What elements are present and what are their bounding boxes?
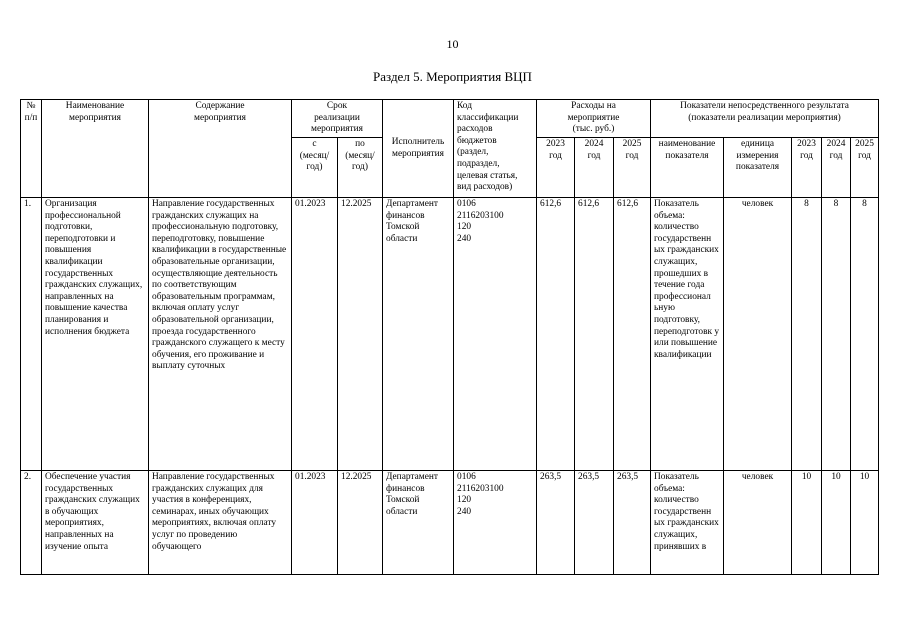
row-exp-2025: 612,6: [614, 198, 651, 471]
row-unit: человек: [724, 198, 792, 471]
table-row: [21, 471, 879, 575]
header-exp-2024: 2024 год: [575, 138, 614, 198]
row-from: 01.2023: [292, 198, 338, 471]
row-ind-2024-text: 10: [831, 472, 841, 482]
row-ind-2025-text: 10: [859, 472, 870, 482]
row-to-text: 12.2025: [341, 472, 372, 482]
header-row-1: [21, 100, 879, 138]
row-indicator: [651, 471, 724, 575]
row-exp-2023-text: 263,5: [540, 472, 562, 482]
row-unit: [724, 471, 792, 575]
header-executor: Исполнитель мероприятия: [383, 100, 454, 198]
row-ind-2024: 8: [822, 198, 851, 471]
row-num: [21, 471, 42, 575]
row-indicator-text: Показатель объема: количество государственн ых гражданских служащих, принявших в: [654, 472, 719, 552]
header-indicators: Показатели непосредственного результата (показатели реализации мероприятия): [651, 100, 879, 138]
header-exp-2023: 2023 год: [537, 138, 575, 198]
header-expenses: Расходы на мероприятие (тыс. руб.): [537, 100, 651, 138]
row-name: [42, 471, 149, 575]
header-ind-2025: 2025 год: [851, 138, 879, 198]
row-from: [292, 471, 338, 575]
header-name: Наименование мероприятия: [42, 100, 149, 198]
row-name: Организация профессиональной подготовки, переподготовки и повышения квалификации государственных гражданских служащих, направленных на повышение качества планирования и исполнения бюджета: [42, 198, 149, 471]
row-code: 0106 2116203100 120 240: [454, 198, 537, 471]
row-unit-text: человек: [741, 472, 774, 482]
header-budget-code: Код классификации расходов бюджетов (раздел, подраздел, целевая статья, вид расходов): [454, 100, 537, 198]
row-num: 1.: [21, 198, 42, 471]
table-row: [21, 198, 879, 471]
row-to: [338, 471, 383, 575]
header-period: Срок реализации мероприятия: [292, 100, 383, 138]
row-num-text: 2.: [24, 472, 32, 482]
row-exp-2024-text: 263,5: [578, 472, 600, 482]
row-exp-2025: [614, 471, 651, 575]
row-content: [149, 471, 292, 575]
row-code: [454, 471, 537, 575]
row-ind-2023: 8: [792, 198, 822, 471]
header-ind-2024: 2024 год: [822, 138, 851, 198]
row-indicator: Показатель объема: количество государственн ых гражданских служащих, прошедших в течение года профессионал ьную подготовку, переподготовк у или повышение квалификации: [651, 198, 724, 471]
row-from-text: 01.2023: [295, 472, 326, 482]
section-title: Раздел 5. Мероприятия ВЦП: [373, 69, 532, 84]
row-exp-2023: 612,6: [537, 198, 575, 471]
header-ind-2023: 2023 год: [792, 138, 822, 198]
page-number: 10: [446, 37, 459, 51]
header-period-from: с (месяц/ год): [292, 138, 338, 198]
row-content-text: Направление государственных гражданских служащих для участия в конференциях, семинарах, иных обучающих мероприятиях, включая оплату услуг по проведению обучающего: [152, 472, 277, 552]
header-content: Содержание мероприятия: [149, 100, 292, 198]
row-exp-2024: [575, 471, 614, 575]
row-code-text: 0106 2116203100 120 240: [457, 472, 504, 517]
row-ind-2023: [792, 471, 822, 575]
row-exp-2024: 612,6: [575, 198, 614, 471]
row-content: Направление государственных гражданских служащих на профессиональную подготовку, переподготовку, повышение квалификации в государственные образовательные организации, осуществляющие деятельность по соответствующим образовательным программам, включая оплату услуг образовательной организации, проезда государственного гражданского служащего к месту обучения, его проживание и выплату суточных: [149, 198, 292, 471]
row-executor-text: Департамент финансов Томской области: [386, 472, 438, 517]
row-ind-2025: [851, 471, 879, 575]
row-ind-2024: [822, 471, 851, 575]
row-exp-2025-text: 263,5: [617, 472, 639, 482]
header-exp-2025: 2025 год: [614, 138, 651, 198]
header-unit: единица измерения показателя: [724, 138, 792, 198]
header-num: № п/п: [21, 100, 42, 198]
row-exp-2023: [537, 471, 575, 575]
row-name-text: Обеспечение участия государственных гражданских служащих в обучающих мероприятиях, направленных на изучение опыта: [45, 472, 140, 552]
row-ind-2023-text: 10: [801, 472, 812, 482]
header-indicator-name: наименование показателя: [651, 138, 724, 198]
header-period-to: по (месяц/ год): [338, 138, 383, 198]
measures-table: [20, 99, 879, 575]
row-executor: Департамент финансов Томской области: [383, 198, 454, 471]
row-to: 12.2025: [338, 198, 383, 471]
row-executor: [383, 471, 454, 575]
row-ind-2025: 8: [851, 198, 879, 471]
